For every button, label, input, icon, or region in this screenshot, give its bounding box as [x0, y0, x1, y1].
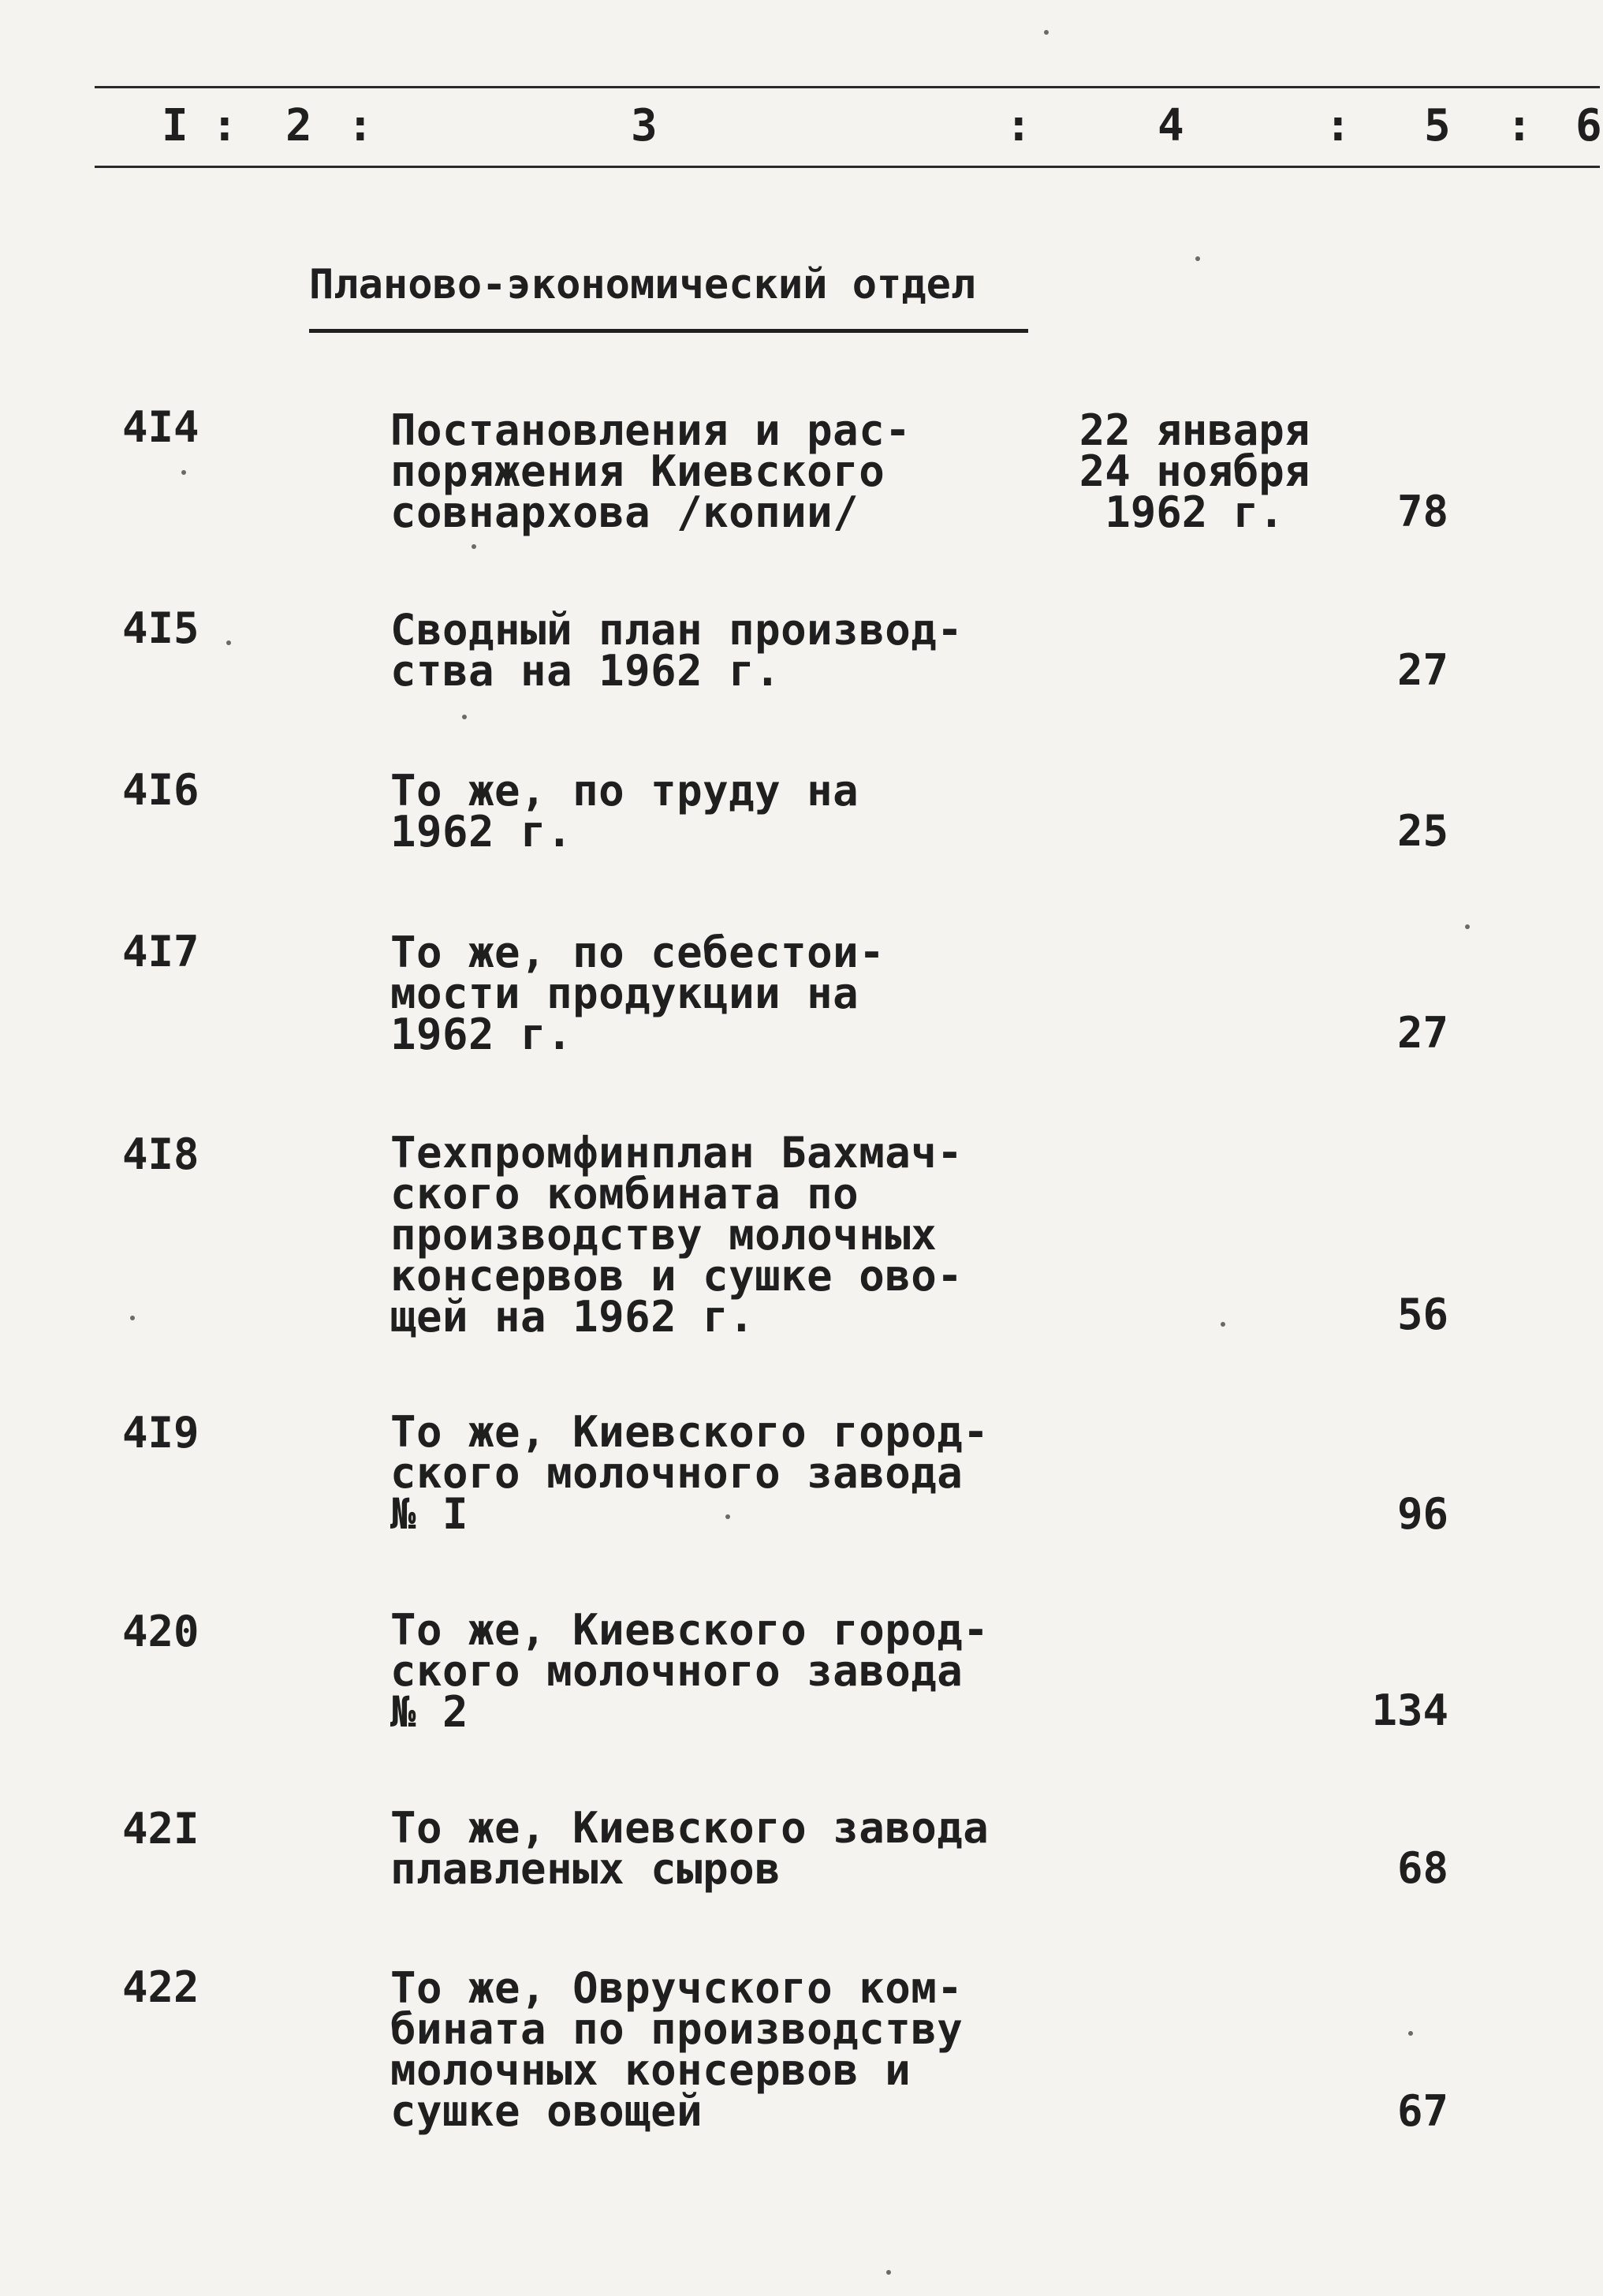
- record-sheet-count: 56: [1396, 1290, 1448, 1339]
- scan-speck: [226, 640, 231, 645]
- record-sheet-count: 96: [1396, 1489, 1448, 1539]
- scan-speck: [1408, 2031, 1413, 2036]
- scan-speck: [181, 470, 186, 475]
- section-title: Планово-экономический отдел: [309, 261, 976, 308]
- record-title: Техпромфинплан Бахмач- ского комбината по производству молочных консервов и сушке ово- щей на 1962 г.: [390, 1128, 964, 1342]
- record-title: То же, по себестои- мости продукции на 1962 г.: [390, 928, 885, 1059]
- record-sheet-count: 68: [1396, 1843, 1448, 1893]
- record-number: 4I8: [122, 1129, 199, 1179]
- scan-speck: [1221, 1322, 1225, 1327]
- record-sheet-count: 27: [1396, 1008, 1448, 1058]
- record-sheet-count: 67: [1396, 2086, 1448, 2136]
- header-col-6: 6: [1575, 100, 1603, 151]
- record-dates: 22 января 24 ноября 1962 г.: [1079, 405, 1310, 537]
- scan-speck: [472, 544, 476, 549]
- record-sheet-count: 78: [1396, 487, 1448, 536]
- scan-speck: [130, 1316, 135, 1320]
- header-col-1: I: [162, 100, 189, 151]
- scan-speck: [725, 1514, 730, 1519]
- record-sheet-count: 134: [1371, 1686, 1448, 1735]
- header-col-2: 2: [285, 100, 313, 151]
- header-separator: :: [1325, 100, 1352, 151]
- header-col-3: 3: [631, 100, 658, 151]
- scan-speck: [886, 2270, 891, 2275]
- record-title: Постановления и рас- поряжения Киевского совнархова /копии/: [390, 405, 911, 537]
- record-title: То же, по труду на 1962 г.: [390, 766, 859, 857]
- scan-speck: [1465, 924, 1470, 929]
- record-number: 42I: [122, 1804, 199, 1854]
- header-separator: :: [1005, 100, 1033, 151]
- header-bottom-rule: [95, 166, 1600, 168]
- record-title: То же, Киевского город- ского молочного завода № I: [390, 1407, 990, 1539]
- record-title: То же, Киевского завода плавленых сыров: [390, 1803, 990, 1894]
- record-number: 4I6: [122, 765, 199, 815]
- record-number: 4I4: [122, 402, 199, 452]
- scan-speck: [1044, 30, 1049, 35]
- record-title: То же, Овручского ком- бината по производству молочных консервов и сушке овощей: [390, 1963, 964, 2136]
- record-sheet-count: 25: [1396, 806, 1448, 856]
- header-separator: :: [211, 100, 239, 151]
- scan-speck: [462, 715, 467, 719]
- record-number: 420: [122, 1607, 199, 1656]
- record-title: Сводный план производ- ства на 1962 г.: [390, 605, 964, 696]
- header-top-rule: [95, 86, 1600, 88]
- header-col-5: 5: [1424, 100, 1452, 151]
- header-col-4: 4: [1158, 100, 1185, 151]
- record-number: 422: [122, 1962, 199, 2012]
- record-number: 4I9: [122, 1408, 199, 1458]
- header-separator: :: [1506, 100, 1534, 151]
- record-number: 4I5: [122, 603, 199, 653]
- record-title: То же, Киевского город- ского молочного завода № 2: [390, 1605, 990, 1737]
- scan-speck: [1195, 256, 1200, 261]
- record-number: 4I7: [122, 927, 199, 976]
- header-separator: :: [347, 100, 375, 151]
- record-sheet-count: 27: [1396, 645, 1448, 695]
- section-title-underline: [309, 329, 1028, 333]
